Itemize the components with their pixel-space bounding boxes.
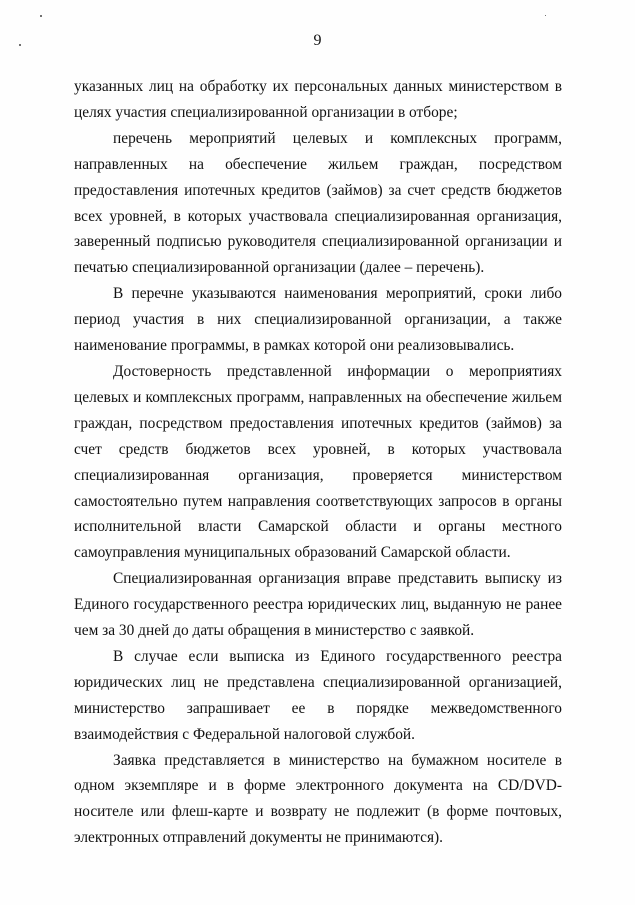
scan-speck — [40, 15, 42, 17]
paragraph: перечень мероприятий целевых и комплексных программ, направленных на обеспечение жильем граждан, посредством предоставления ипотечных кредитов (займов) за счет средств бюджетов всех уровней, в которых участвовала специализированная организация, заверенный подписью руководителя специализированной организации и печатью специализированной организации (далее – перечень). — [74, 129, 562, 277]
paragraph: Заявка представляется в министерство на бумажном носителе в одном экземпляре и в форме электронного документа на CD/DVD-носителе или флеш-карте и возврату не подлежит (в форме почтовых, электронных отправлений документы не принимаются). — [74, 751, 562, 847]
page-number: 9 — [313, 32, 322, 49]
paragraph: В случае если выписка из Единого государственного реестра юридических лиц не представлена специализированной организацией, министерство запрашивает ее в порядке межведомственного взаимодействия с Федеральной налоговой службой. — [74, 647, 562, 743]
body-text — [74, 74, 562, 851]
paragraph: указанных лиц на обработку их персональных данных министерством в целях участия специализированной организации в отборе; — [74, 78, 562, 121]
paragraph: В перечне указываются наименования мероприятий, сроки либо период участия в них специализированной организации, а также наименование программы, в рамках которой они реализовывались. — [74, 285, 562, 355]
paragraph: Специализированная организация вправе представить выписку из Единого государственного реестра юридических лиц, выданную не ранее чем за 30 дней до даты обращения в министерство с заявкой. — [74, 570, 562, 640]
paragraph: Достоверность представленной информации о мероприятиях целевых и комплексных программ, направленных на обеспечение жильем граждан, посредством предоставления ипотечных кредитов (займов) за счет средств бюджетов всех уровней, в которых участвовала специализированная организация, проверяется министерством самостоятельно путем направления соответствующих запросов в органы исполнительной власти Самарской области и органы местного самоуправления муниципальных образований Самарской области. — [74, 362, 562, 562]
scan-speck — [545, 15, 546, 16]
